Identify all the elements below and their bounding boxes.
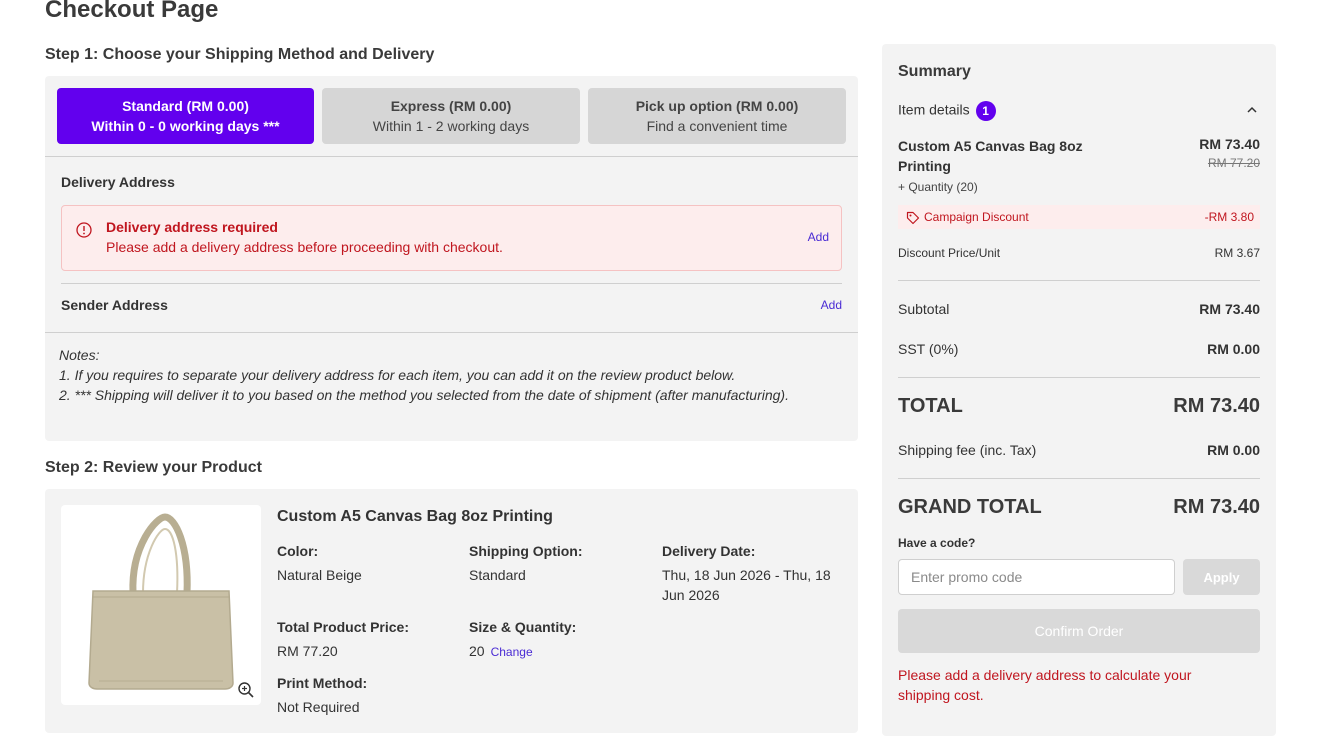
tag-icon xyxy=(906,211,920,225)
quantity-value: 20 xyxy=(469,643,485,659)
divider xyxy=(61,283,842,284)
unit-price-label: Discount Price/Unit xyxy=(898,246,1001,260)
summary-item-price: RM 73.40 xyxy=(1199,136,1260,152)
sst-label: SST (0%) xyxy=(898,341,959,357)
shipping-option-subtitle: Within 0 - 0 working days *** xyxy=(91,118,280,134)
delivery-address-alert xyxy=(61,205,842,271)
step2-heading: Step 2: Review your Product xyxy=(45,459,262,476)
notes xyxy=(59,345,839,405)
sender-address-label: Sender Address xyxy=(61,297,168,313)
shipping-option-subtitle: Within 1 - 2 working days xyxy=(372,118,530,134)
print-method-value: Not Required xyxy=(277,699,360,715)
change-quantity-link[interactable]: Change xyxy=(490,645,533,659)
divider xyxy=(898,280,1260,281)
notes-title: Notes: xyxy=(59,347,100,363)
grand-total-value: RM 73.40 xyxy=(1173,496,1260,518)
shipping-fee-label: Shipping fee (inc. Tax) xyxy=(898,442,1037,458)
zoom-in-icon[interactable] xyxy=(237,681,255,699)
add-delivery-address-link[interactable]: Add xyxy=(807,230,829,244)
delivery-address-label: Delivery Address xyxy=(61,174,175,190)
item-count-badge: 1 xyxy=(976,101,996,121)
total-product-price-label: Total Product Price: xyxy=(277,619,409,635)
total-value: RM 73.40 xyxy=(1173,395,1260,417)
divider xyxy=(898,478,1260,479)
shipping-option-standard[interactable] xyxy=(57,88,314,144)
divider xyxy=(45,332,858,333)
summary-item-quantity: + Quantity (20) xyxy=(898,180,978,194)
color-label: Color: xyxy=(277,543,319,559)
shipping-option-express[interactable] xyxy=(322,88,580,144)
shipping-option-pickup[interactable] xyxy=(588,88,846,144)
total-product-price-value: RM 77.20 xyxy=(277,643,338,659)
error-icon xyxy=(76,222,92,238)
promo-code-label: Have a code? xyxy=(898,536,976,550)
discount-label: Campaign Discount xyxy=(924,210,1029,224)
promo-code-input[interactable] xyxy=(898,559,1175,595)
item-details-label: Item details xyxy=(898,101,970,118)
summary-title: Summary xyxy=(898,63,971,80)
size-quantity-value-row xyxy=(469,641,533,662)
sst-value: RM 0.00 xyxy=(1207,341,1260,357)
shipping-option-value: Standard xyxy=(469,567,526,583)
step1-panel xyxy=(45,76,858,441)
step1-heading: Step 1: Choose your Shipping Method and Delivery xyxy=(45,46,435,63)
alert-title: Delivery address required xyxy=(106,219,278,235)
note-line: 2. *** Shipping will deliver it to you based on the method you selected from the date of shipment (after manufacturing). xyxy=(59,387,789,403)
shipping-option-label: Shipping Option: xyxy=(469,543,583,559)
print-method-label: Print Method: xyxy=(277,675,368,691)
shipping-option-title: Pick up option (RM 0.00) xyxy=(635,98,799,114)
unit-price-value: RM 3.67 xyxy=(1214,246,1260,260)
add-sender-address-link[interactable]: Add xyxy=(820,298,842,312)
shipping-fee-value: RM 0.00 xyxy=(1207,442,1260,458)
total-label: TOTAL xyxy=(898,395,963,417)
alert-text: Please add a delivery address before proceeding with checkout. xyxy=(106,239,503,255)
shipping-option-title: Standard (RM 0.00) xyxy=(122,98,249,114)
step2-panel xyxy=(45,489,858,733)
color-value: Natural Beige xyxy=(277,567,362,583)
page-title: Checkout Page xyxy=(45,0,219,23)
summary-item-old-price: RM 77.20 xyxy=(1207,156,1260,170)
shipping-option-title: Express (RM 0.00) xyxy=(390,98,512,114)
grand-total-label: GRAND TOTAL xyxy=(898,496,1042,518)
delivery-date-value: Thu, 18 Jun 2026 - Thu, 18 Jun 2026 xyxy=(662,567,831,603)
divider xyxy=(898,377,1260,378)
size-quantity-label: Size & Quantity: xyxy=(469,619,577,635)
shipping-option-subtitle: Find a convenient time xyxy=(646,118,788,134)
divider xyxy=(45,156,858,157)
apply-promo-button[interactable]: Apply xyxy=(1183,559,1260,595)
campaign-discount-row xyxy=(898,205,1260,229)
discount-value: -RM 3.80 xyxy=(1204,210,1254,224)
subtotal-label: Subtotal xyxy=(898,301,950,317)
confirm-order-button[interactable]: Confirm Order xyxy=(898,609,1260,653)
order-summary xyxy=(882,44,1276,736)
subtotal-value: RM 73.40 xyxy=(1199,301,1260,317)
delivery-date-label: Delivery Date: xyxy=(662,543,756,559)
canvas-bag-image xyxy=(61,505,261,705)
chevron-up-icon[interactable] xyxy=(1246,104,1258,116)
shipping-warning: Please add a delivery address to calculate your shipping cost. xyxy=(898,667,1192,703)
product-image[interactable] xyxy=(61,505,261,705)
note-line: 1. If you requires to separate your delivery address for each item, you can add it on the review product below. xyxy=(59,367,736,383)
summary-item-name: Custom A5 Canvas Bag 8oz Printing xyxy=(898,138,1083,174)
item-details-toggle[interactable] xyxy=(898,101,996,121)
product-title: Custom A5 Canvas Bag 8oz Printing xyxy=(277,508,553,525)
